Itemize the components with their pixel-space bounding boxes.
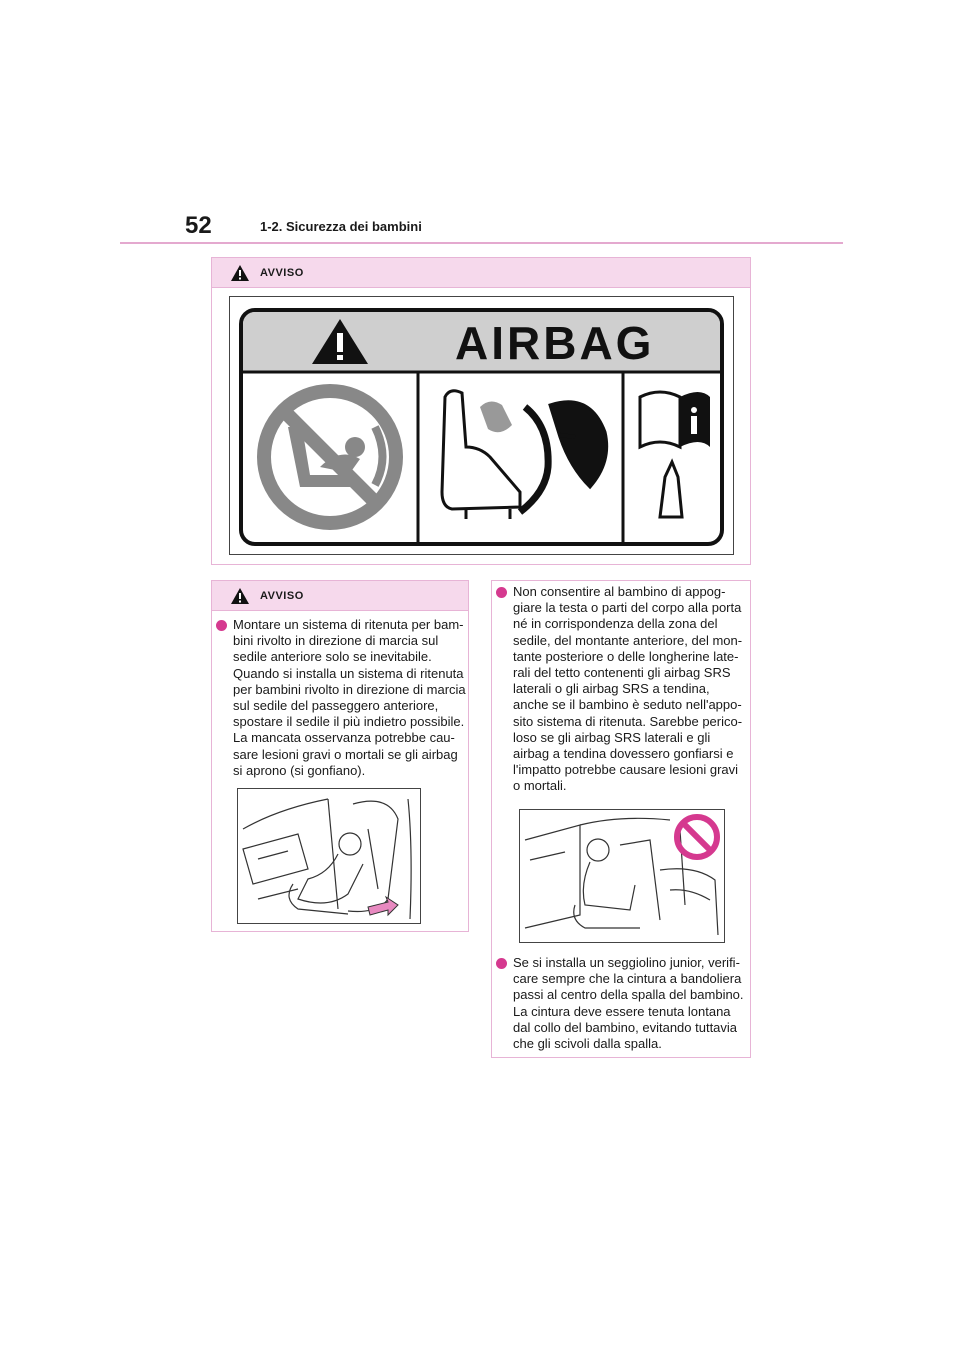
- bullet-icon: [496, 958, 507, 969]
- warning-label: AVVISO: [260, 267, 304, 279]
- warning-header: [212, 581, 468, 611]
- bullet-text: Montare un sistema di ritenuta per bam- bini rivolto in direzione di marcia sul sedile anteriore solo se inevitabile. Quando si installa un sistema di ritenuta per bambini rivolto in direzione di marcia sul sedile del passeggero anteriore, spostare il sedile il più indietro possibile. La mancata osservanza potrebbe cau- sare lesioni gravi o mortali se gli airbag si aprono (si gonfiano).: [233, 617, 466, 778]
- bullet-text: Non consentire al bambino di appog- giare la testa o parti del corpo alla porta né in corrispondenza della zona del sedile, del montante anteriore, del mon- tante posteriore o delle longherine late- rali del tetto contenenti gli airbag SRS laterali o gli airbag SRS a tendina, anche se il bambino è seduto nell'appo- sito sistema di ritenuta. Sarebbe perico- loso se gli airbag SRS laterali e gli airbag a tendina dovessero gonfiarsi e l'impatto potrebbe causare lesioni gravi o mortali.: [513, 584, 743, 794]
- bullet-text: Se si installa un seggiolino junior, verifi- care sempre che la cintura a bandoliera passi al centro della spalla del bambino. La cintura deve essere tenuta lontana dal collo del bambino, evitando tuttavia che gli scivoli dalla spalla.: [513, 955, 744, 1052]
- warning-header: [212, 258, 750, 288]
- list-item: [496, 584, 748, 795]
- section-title: 1-2. Sicurezza dei bambini: [260, 219, 422, 234]
- prohibition-icon: [677, 817, 717, 857]
- warning-triangle-icon: [230, 264, 250, 282]
- warning-label: AVVISO: [260, 590, 304, 602]
- child-leaning-on-door-illustration: [519, 809, 725, 943]
- airbag-warning-label-figure: [229, 296, 734, 555]
- list-item: [496, 955, 748, 1052]
- child-seat-graphic: [238, 789, 420, 923]
- child-leaning-graphic: [520, 810, 724, 942]
- warning-box-left: [211, 580, 469, 932]
- list-item: [216, 617, 466, 779]
- bullet-icon: [216, 620, 227, 631]
- warning-box-right: [491, 580, 751, 1058]
- header-divider: [120, 242, 843, 244]
- warning-box-top: [211, 257, 751, 565]
- airbag-label-graphic: [230, 297, 733, 554]
- warning-triangle-icon: [230, 587, 250, 605]
- forward-facing-child-seat-illustration: [237, 788, 421, 924]
- airbag-title: AIRBAG: [455, 317, 655, 369]
- bullet-icon: [496, 587, 507, 598]
- page-number: 52: [185, 212, 212, 239]
